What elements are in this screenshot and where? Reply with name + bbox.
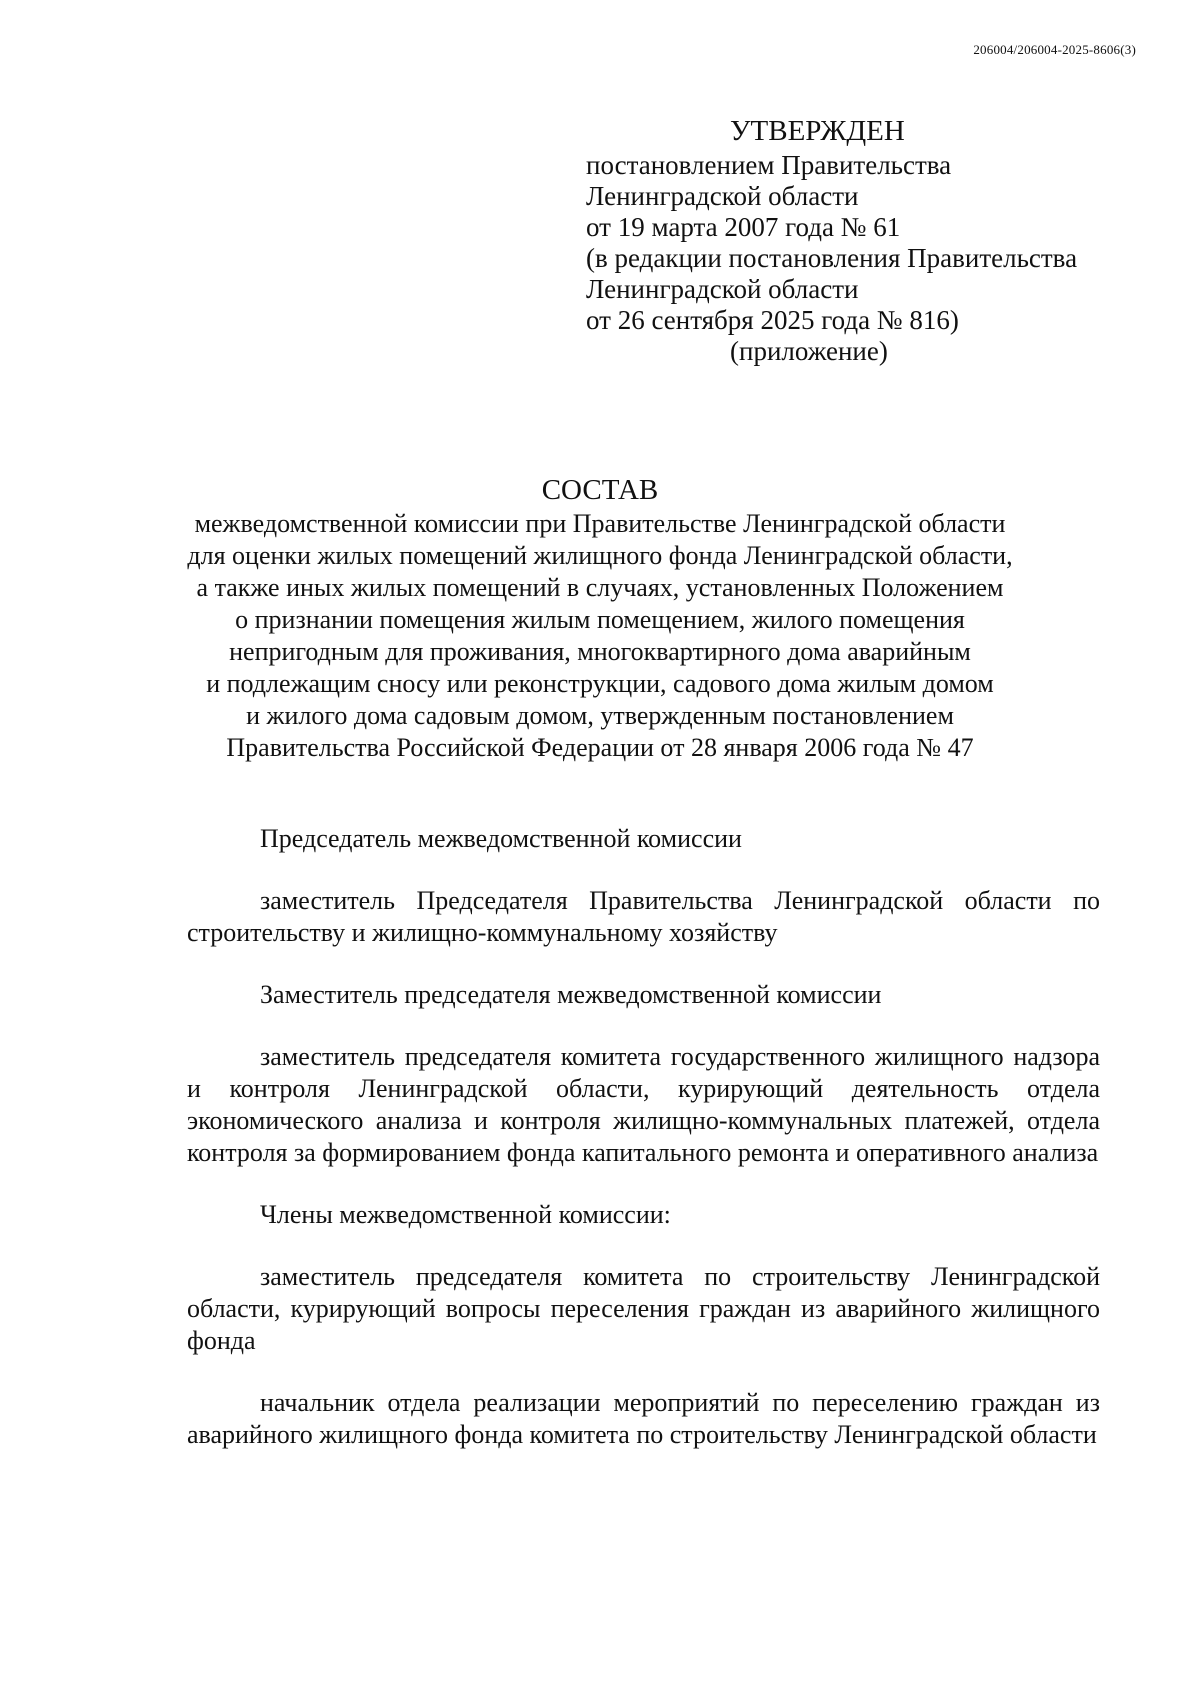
title-line: и жилого дома садовым домом, утвержденным постановлением — [246, 701, 954, 730]
deputy-heading: Заместитель председателя межведомственной комиссии — [260, 980, 882, 1009]
title-line: непригодным для проживания, многоквартирного дома аварийным — [229, 637, 971, 666]
approval-line: от 26 сентября 2025 года № 816) — [586, 305, 959, 335]
document-title: СОСТАВ — [541, 474, 659, 506]
chairman-heading: Председатель межведомственной комиссии — [260, 824, 742, 853]
document-id: 206004/206004-2025-8606(3) — [973, 42, 1136, 57]
title-line: для оценки жилых помещений жилищного фонда Ленинградской области, — [187, 541, 1013, 570]
document-title-block — [150, 474, 1050, 764]
approval-line: Ленинградской области — [586, 181, 859, 211]
approval-line: Ленинградской области — [586, 274, 859, 304]
deputy-description: заместитель председателя комитета государственного жилищного надзора и контроля Ленинградской области, курирующий деятельность отдела экономического анализа и контроля жилищно-коммунальных платежей, отдела контроля за формированием фонда капитального ремонта и оперативного анализа — [187, 1042, 1100, 1167]
members-heading: Члены межведомственной комиссии: — [260, 1200, 671, 1229]
approval-appendix: (приложение) — [730, 336, 888, 366]
title-line: о признании помещения жилым помещением, жилого помещения — [235, 605, 965, 634]
title-line: Правительства Российской Федерации от 28 января 2006 года № 47 — [226, 733, 974, 762]
title-line: межведомственной комиссии при Правительстве Ленинградской области — [194, 509, 1006, 538]
approval-title: УТВЕРЖДЕН — [730, 115, 905, 147]
approval-line: (в редакции постановления Правительства — [586, 243, 1078, 273]
member-item: начальник отдела реализации мероприятий по переселению граждан из аварийного жилищного фонда комитета по строительству Ленинградской области — [187, 1388, 1100, 1449]
member-item: заместитель председателя комитета по строительству Ленинградской области, курирующий вопросы переселения граждан из аварийного жилищного фонда — [187, 1262, 1100, 1355]
chairman-description: заместитель Председателя Правительства Ленинградской области по строительству и жилищно-коммунальному хозяйству — [187, 886, 1100, 947]
document-body — [187, 823, 1100, 1451]
title-line: а также иных жилых помещений в случаях, установленных Положением — [196, 573, 1004, 602]
approval-line: постановлением Правительства — [586, 150, 952, 180]
approval-stamp — [586, 116, 1146, 367]
approval-line: от 19 марта 2007 года № 61 — [586, 212, 901, 242]
title-line: и подлежащим сносу или реконструкции, садового дома жилым домом — [206, 669, 994, 698]
